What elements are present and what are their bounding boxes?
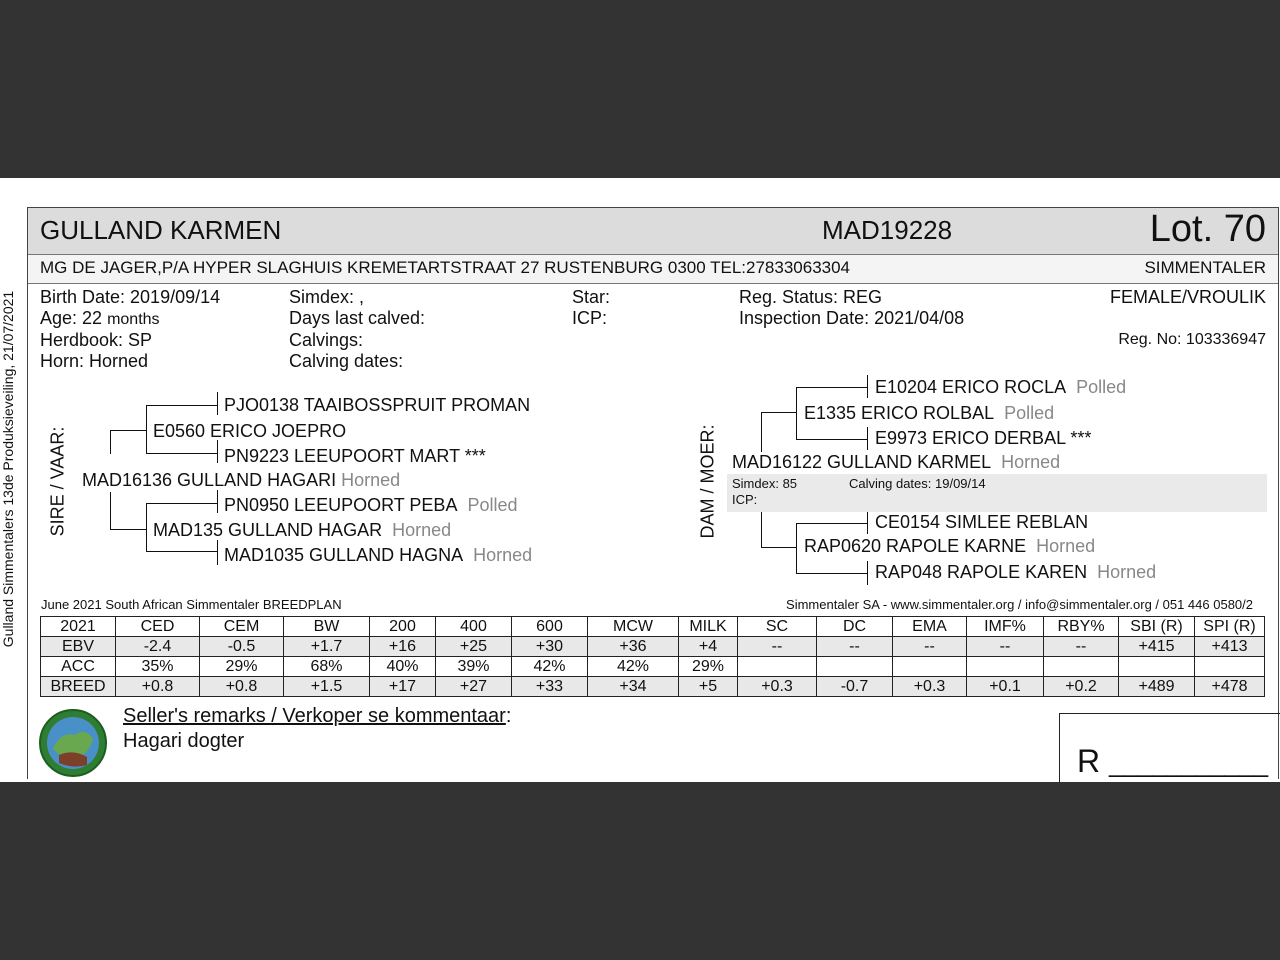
price-field[interactable] [1077,743,1268,780]
ebv-cell: +17 [370,677,436,697]
animal-name-text: RAP0620 RAPOLE KARNE [804,536,1027,556]
ebv-cell: EBV [41,637,116,657]
line [217,540,218,565]
line [110,430,147,431]
ebv-cell: +413 [1195,637,1265,657]
line [796,439,868,440]
ebv-cell: -- [1044,637,1119,657]
ebv-cell: 200 [370,617,436,637]
remarks-colon: : [505,705,512,727]
breed-label: SIMMENTALER [1144,258,1266,277]
herdbook: Herdbook: SP [40,330,153,350]
remarks-heading [123,705,511,728]
horn-text: Polled [1076,377,1127,397]
simdex: Simdex: , [289,287,365,307]
ebv-cell: CED [116,617,200,637]
animal-name-text: CE0154 SIMLEE REBLAN [875,512,1089,532]
line [796,387,868,388]
remarks-title: Seller's remarks / Verkoper se kommentaar [123,705,506,727]
line [761,547,797,548]
ebv-cell: 400 [436,617,512,637]
simmentaler-logo [39,709,107,777]
ebv-cell: +36 [588,637,679,657]
ebv-cell: +34 [588,677,679,697]
dam-sire-dam [875,428,1091,449]
icp: ICP: [572,308,608,328]
animal-name: GULLAND KARMEN [40,215,282,245]
line [867,427,868,450]
ebv-cell: -- [893,637,967,657]
days-last-calved: Days last calved: [289,308,426,328]
ebv-cell: +16 [370,637,436,657]
line [796,387,797,440]
sire-label: SIRE / VAAR: [47,426,68,537]
calving-dates: Calving dates: [289,351,404,371]
calvings: Calvings: [289,330,364,350]
ebv-row [41,657,1265,677]
ebv-cell: SC [738,617,817,637]
ebv-cell: 42% [588,657,679,677]
horn-text: Polled [467,495,518,515]
ebv-cell: 29% [200,657,284,677]
inspection-date: Inspection Date: 2021/04/08 [739,308,965,328]
ebv-cell: +30 [512,637,588,657]
age-unit: months [107,311,160,328]
lot-number: Lot. 70 [1149,208,1266,250]
ebv-cell: +0.3 [738,677,817,697]
line [146,453,218,454]
ebv-cell: -2.4 [116,637,200,657]
ebv-cell: 600 [512,617,588,637]
line [761,512,762,548]
ebv-cell: -- [738,637,817,657]
line [217,440,218,463]
horn-text: Polled [1004,403,1055,423]
line [110,529,147,530]
ebv-cell: +27 [436,677,512,697]
ebv-cell: 29% [679,657,738,677]
sex: FEMALE/VROULIK [1109,287,1266,307]
animal-name-text: MAD135 GULLAND HAGAR [153,520,383,540]
ebv-cell [1044,657,1119,677]
ebv-cell: 68% [284,657,370,677]
remarks-text: Hagari dogter [123,730,245,752]
ebv-cell: IMF% [967,617,1044,637]
horn-text: Horned [473,545,533,565]
animal-name-text: E10204 ERICO ROCLA [875,377,1067,397]
ebv-cell: +0.8 [116,677,200,697]
ebv-cell: +0.8 [200,677,284,697]
ebv-cell: RBY% [1044,617,1119,637]
price-line: ___________ [1109,748,1269,778]
birth-date: Birth Date: 2019/09/14 [40,287,221,307]
breedplan-contact: Simmentaler SA - www.simmentaler.org / info@simmentaler.org / 051 446 0580/2 [786,597,1253,612]
ebv-cell: +25 [436,637,512,657]
ebv-cell: 2021 [41,617,116,637]
ebv-row [41,677,1265,697]
reg-status: Reg. Status: REG [739,287,883,307]
ebv-cell: MCW [588,617,679,637]
horn-status: Horn: Horned [40,351,149,371]
ebv-cell: +0.1 [967,677,1044,697]
horn-text: Horned [1001,452,1061,472]
dam-sire [804,403,1054,424]
line [796,573,868,574]
line [146,405,218,406]
line [110,492,111,530]
logo-emblem-icon [39,709,107,777]
sire [82,470,400,491]
ebv-cell: +1.5 [284,677,370,697]
ebv-cell: MILK [679,617,738,637]
ebv-cell: 42% [512,657,588,677]
sire-dam-sire [224,495,518,516]
animal-name-text: RAP048 RAPOLE KAREN [875,562,1088,582]
ebv-cell: 35% [116,657,200,677]
ebv-cell: +478 [1195,677,1265,697]
age [40,308,160,329]
ebv-cell: +0.2 [1044,677,1119,697]
registration-code: MAD19228 [822,215,953,245]
ebv-cell: BREED [41,677,116,697]
ebv-cell: EMA [893,617,967,637]
animal-name-text: PJO0138 TAAIBOSSPRUIT PROMAN [224,395,531,415]
sale-caption: Gulland Simmentalers 13de Produksieveiling, 21/07/2021 [0,290,16,648]
ebv-cell: 40% [370,657,436,677]
ebv-cell: DC [817,617,893,637]
line [867,561,868,585]
horn-text: Horned [392,520,452,540]
dam-dam [804,536,1095,557]
dam-detail-band [727,474,1267,512]
animal-name-text: E1335 ERICO ROLBAL [804,403,995,423]
animal-name-text: E0560 ERICO JOEPRO [153,421,347,441]
ebv-row [41,637,1265,657]
star: Star: [572,287,611,307]
ebv-cell: BW [284,617,370,637]
ebv-cell: +1.7 [284,637,370,657]
animal-name-text: MAD1035 GULLAND HAGNA [224,545,464,565]
sire-dam-dam [224,545,532,566]
ebv-cell: +5 [679,677,738,697]
animal-name-text: PN0950 LEEUPOORT PEBA [224,495,458,515]
dam-icp: ICP: [732,492,758,507]
dam [732,452,1060,473]
horn-text: Horned [341,470,401,490]
dam-dam-sire [875,512,1088,533]
breedplan-title: June 2021 South African Simmentaler BREEDPLAN [41,597,342,612]
animal-name-text: MAD16136 GULLAND HAGARI [82,470,337,490]
ebv-cell: +489 [1119,677,1195,697]
ebv-cell: 39% [436,657,512,677]
line [110,430,111,454]
owner-line: MG DE JAGER,P/A HYPER SLAGHUIS KREMETARTSTRAAT 27 RUSTENBURG 0300 TEL:27833063304 [40,258,851,277]
ebv-cell [893,657,967,677]
lot-card [0,178,1280,782]
line [146,551,218,552]
sire-sire-dam [224,446,486,467]
ebv-cell [1195,657,1265,677]
ebv-cell [817,657,893,677]
dam-simdex: Simdex: 85 [732,476,798,491]
ebv-cell: ACC [41,657,116,677]
ebv-cell: +4 [679,637,738,657]
ebv-cell: +0.3 [893,677,967,697]
dam-sire-sire [875,377,1126,398]
line [217,490,218,513]
line [146,503,218,504]
dam-calving-dates: Calving dates: 19/09/14 [849,476,986,491]
reg-number: Reg. No: 103336947 [1118,331,1266,348]
sire-sire [153,421,346,442]
horn-text: Horned [1097,562,1157,582]
ebv-cell [967,657,1044,677]
ebv-cell: +33 [512,677,588,697]
line [217,392,218,415]
ebv-cell: -- [967,637,1044,657]
ebv-cell: -- [817,637,893,657]
horn-text: Horned [1036,536,1096,556]
dam-label: DAM / MOER: [697,424,718,539]
line [796,523,797,574]
age-value: Age: 22 [40,308,103,328]
animal-name-text: PN9223 LEEUPOORT MART *** [224,446,486,466]
dam-dam-dam [875,562,1156,583]
ebv-cell [738,657,817,677]
ebv-row [41,617,1265,637]
ebv-cell [1119,657,1195,677]
ebv-cell: SBI (R) [1119,617,1195,637]
sire-sire-sire [224,395,530,416]
ebv-cell: +415 [1119,637,1195,657]
ebv-cell: CEM [200,617,284,637]
line [146,503,147,552]
ebv-table [40,616,1265,697]
ebv-cell: SPI (R) [1195,617,1265,637]
ebv-cell: -0.7 [817,677,893,697]
line [761,412,762,452]
price-currency: R [1077,743,1101,779]
animal-name-text: MAD16122 GULLAND KARMEL [732,452,992,472]
sire-dam [153,520,451,541]
line [796,523,868,524]
line [761,412,797,413]
animal-name-text: E9973 ERICO DERBAL *** [875,428,1092,448]
ebv-cell: -0.5 [200,637,284,657]
